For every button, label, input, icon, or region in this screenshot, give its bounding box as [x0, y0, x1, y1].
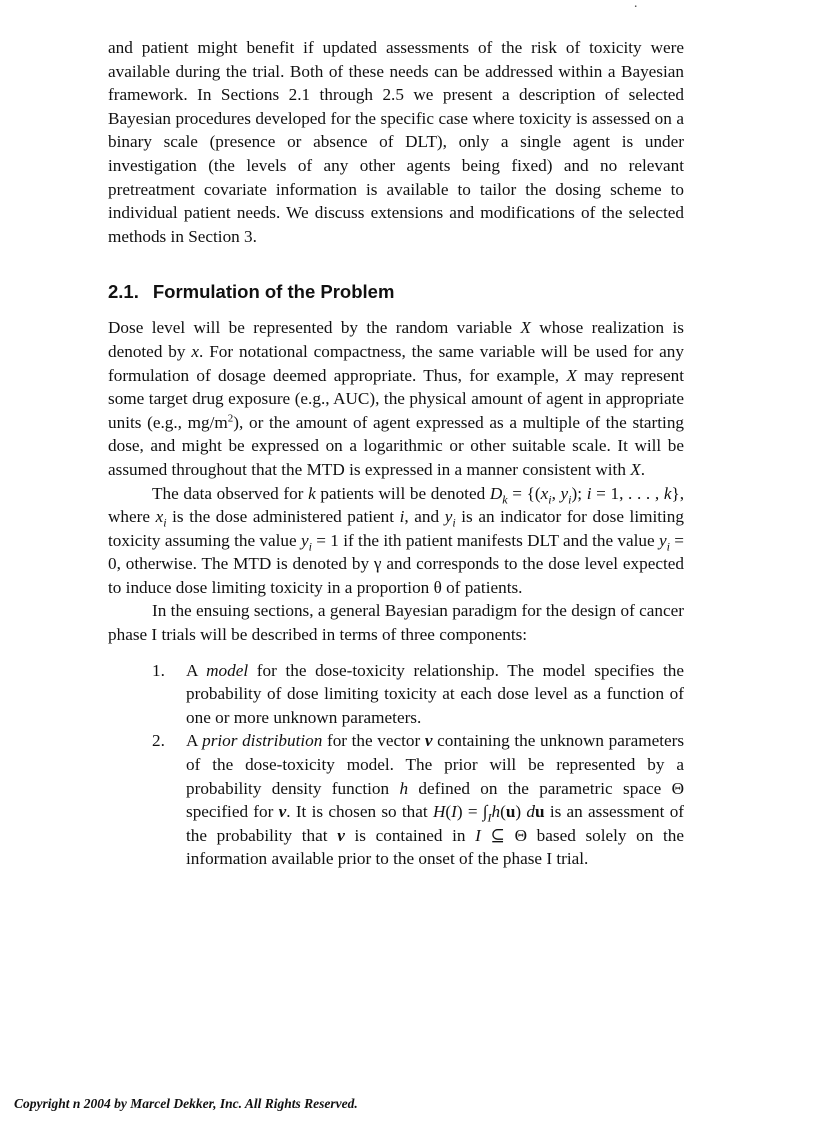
list-item: 2. A prior distribution for the vector ν containing the unknown parameters of the dose-toxicity model. The prior will be represented by a probability density function h defined on the parametric space Θ specified for ν. It is chosen so that $H(I) = \int_Ih(u)$ du is an assessment of the probability that ν is contained in I ⊆ Θ based solely on the information available prior to the onset of the phase I trial. [152, 731, 685, 869]
list-item-number: 1. [152, 660, 165, 680]
paragraph-dose-level: Dose level will be represented by the random variable X whose realization is denoted by x. For notational compactness, the same variable will be used for any formulation of dosage deemed appropriate. Thus, for example, X may represent some target drug exposure (e.g., AUC), the physical amount of agent in appropriate units (e.g., $mg/m^2$), or the amount of agent expressed as a multiple of the starting dose, and might be expressed on a logarithmic or other suitable scale. It will be assumed throughout that the MTD is expressed in a manner consistent with X. [108, 318, 685, 479]
section-number: 2.1. [108, 281, 139, 303]
list-item: 1. A model for the dose-toxicity relationship. The model specifies the probability of dose limiting toxicity at each dose level as a function of one or more unknown parameters. [152, 660, 684, 727]
list-item-number: 2. [152, 731, 165, 751]
section-heading [108, 280, 684, 304]
page-body [108, 36, 684, 871]
paragraph-ensuing-sections: In the ensuing sections, a general Bayesian paradigm for the design of cancer phase I trials will be described in terms of three components: [108, 601, 684, 645]
paragraph-data-observed: The data observed for k patients will be denoted $D_k = \{(x_i$, $y_i$); i = 1, . . . , k}, where $x_i$ is the dose administered patient i, and $y_i$ is an indicator for dose limiting toxicity assuming the value $y_i = 1$ if the ith patient manifests DLT and the value $y_i = 0$, otherwise. The MTD is denoted by γ and corresponds to the dose level expected to induce dose limiting toxicity in a proportion θ of patients. [108, 483, 685, 597]
section-title: Formulation of the Problem [152, 281, 395, 303]
intro-paragraph: and patient might benefit if updated assessments of the risk of toxicity were available during the trial. Both of these needs can be addressed within a Bayesian framework. In Sections 2.1 through 2.5 we present a description of selected Bayesian procedures developed for the specific case where toxicity is assessed on a binary scale (presence or absence of DLT), only a single agent is under investigation (the levels of any other agents being fixed) and no relevant pretreatment covariate information is available to tailor the dosing scheme to individual patient needs. We discuss extensions and modifications of the selected methods in Section 3. [108, 38, 684, 246]
page-corner-mark: · [633, 0, 638, 15]
components-list [108, 659, 684, 871]
copyright-footer: Copyright n 2004 by Marcel Dekker, Inc. All Rights Reserved. [14, 1096, 358, 1111]
